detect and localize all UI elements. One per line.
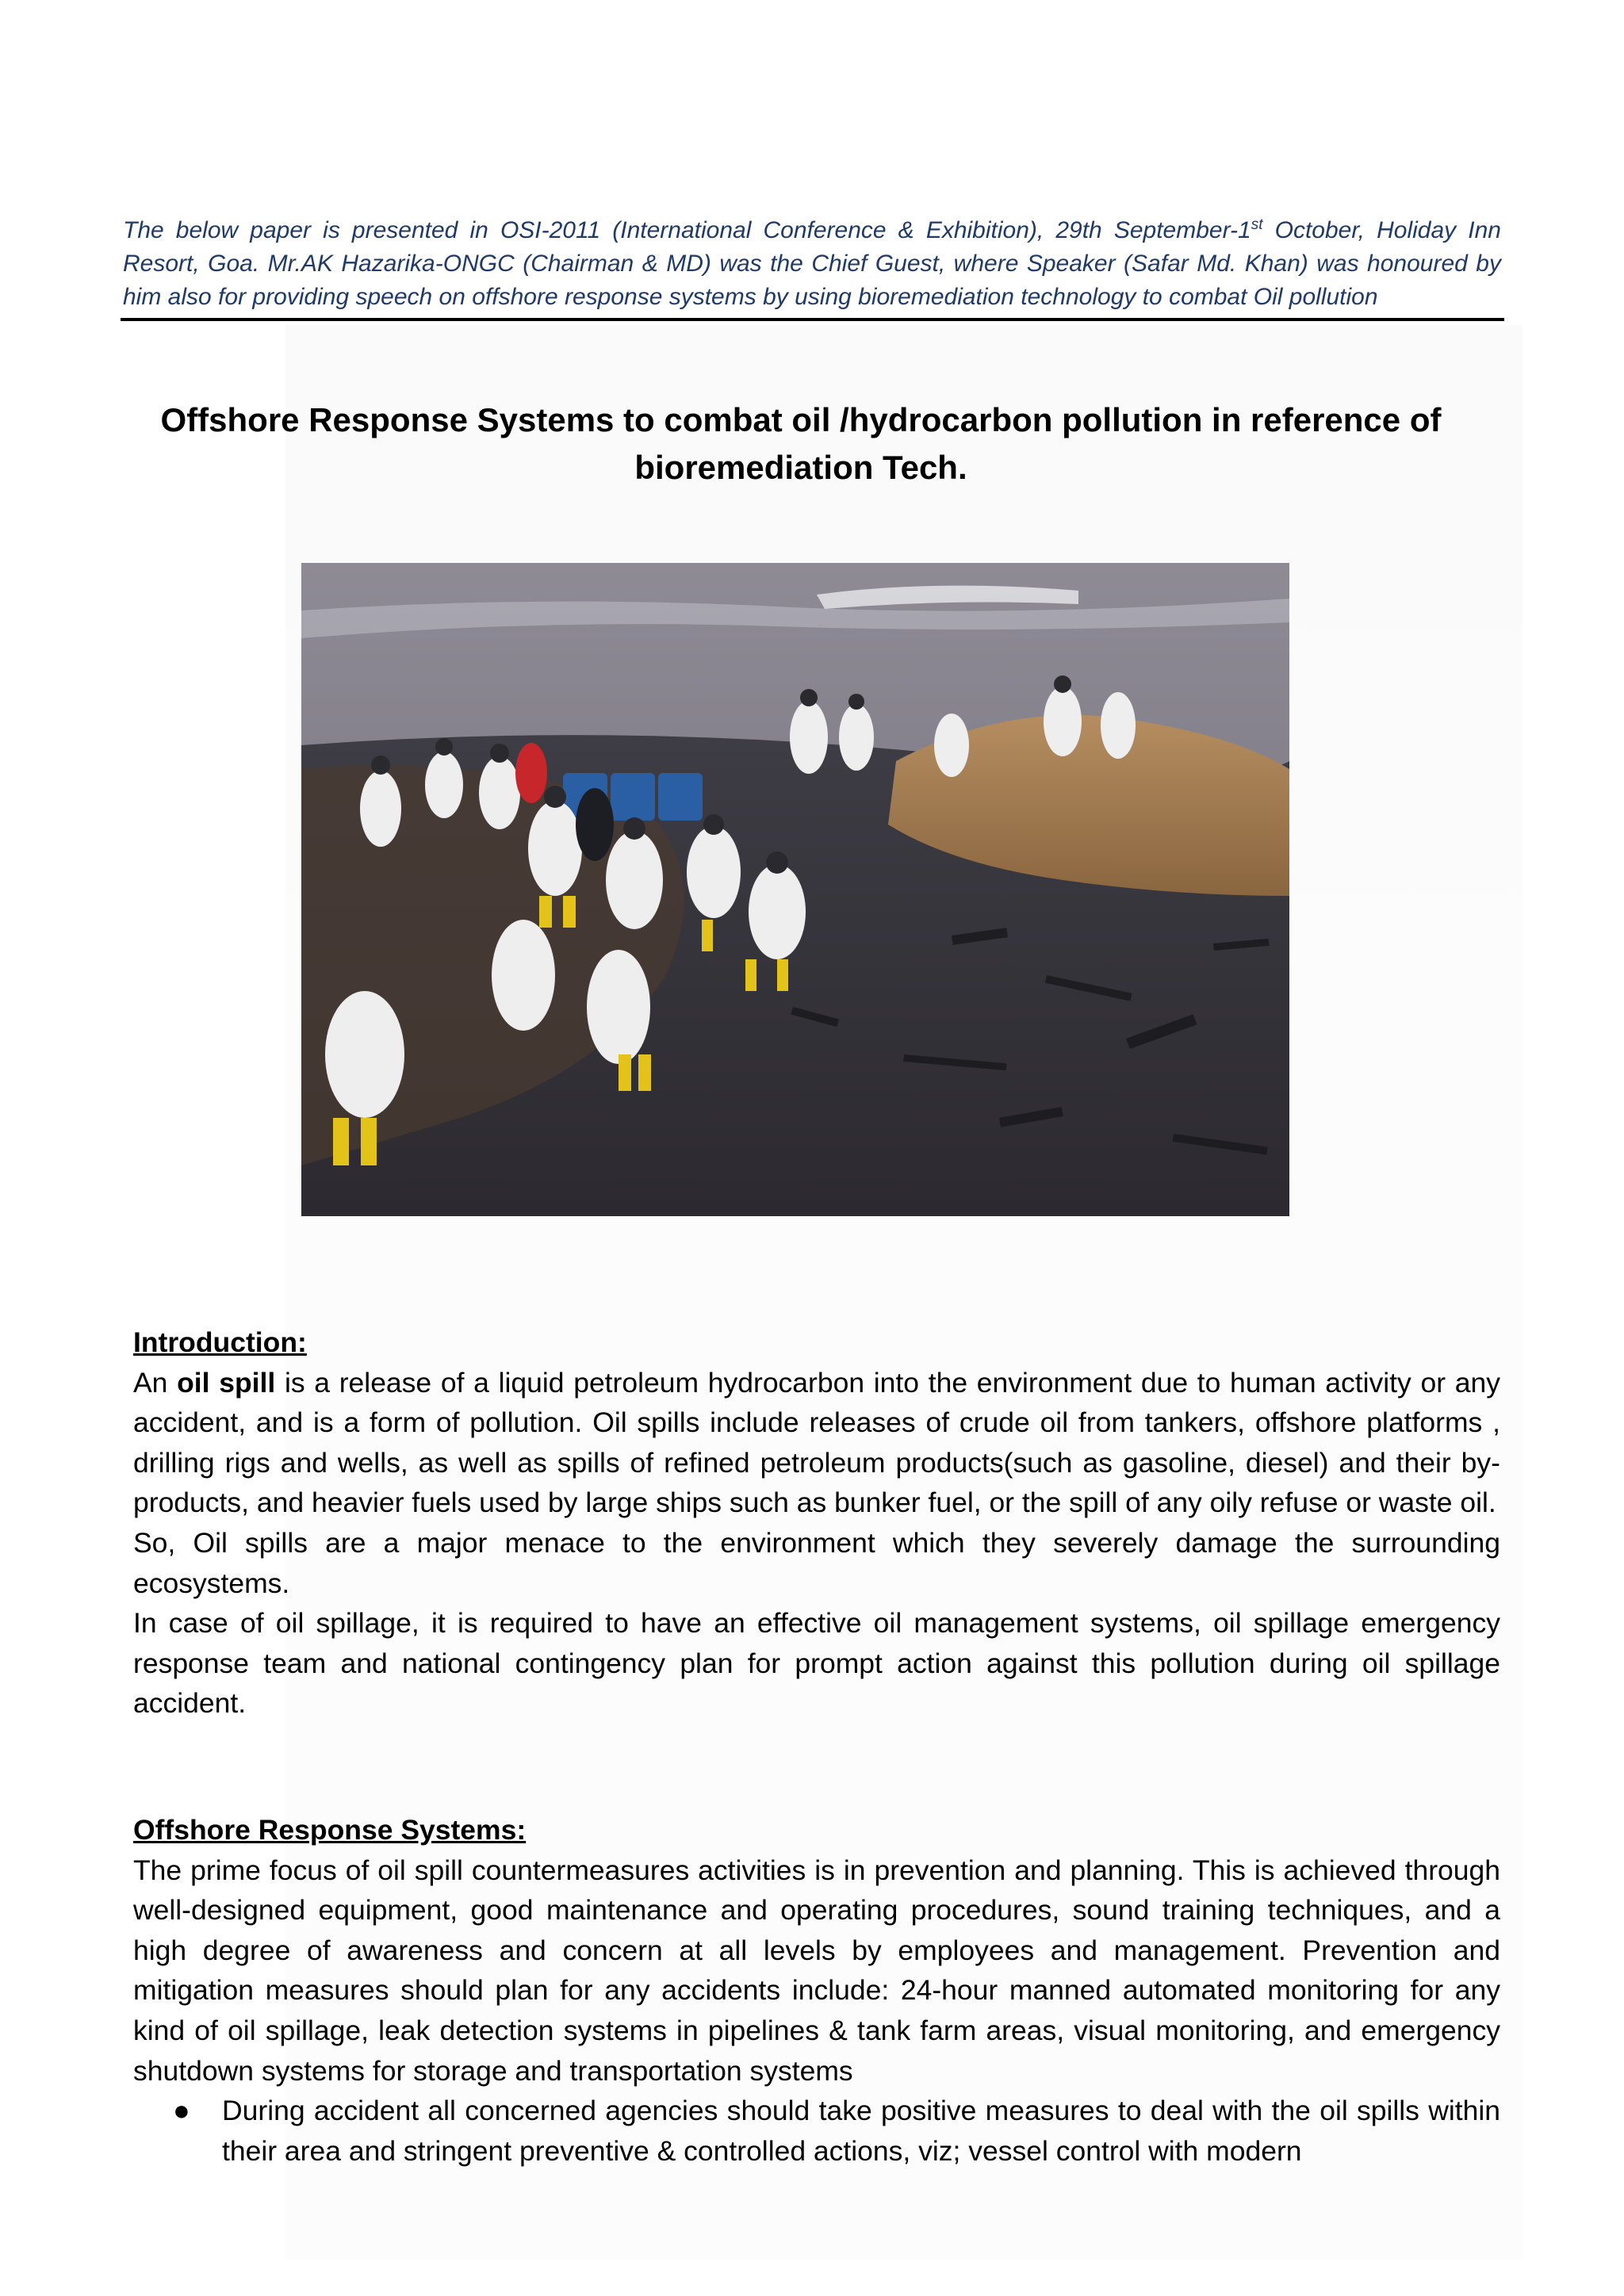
document-title bbox=[119, 396, 1483, 492]
conference-note-superscript: st bbox=[1251, 216, 1263, 233]
conference-note-text-2: October, Holiday Inn Resort, Goa. Mr.AK Hazarika-ONGC (Chairman & MD) was the Chief Guest, where Speaker (Safar Md. Khan) was honoured by him also for providing speech on offshore response systems by using bioremediation technology to combat Oil pollution bbox=[123, 217, 1501, 310]
list-item bbox=[133, 2091, 1500, 2171]
conference-note bbox=[123, 214, 1501, 314]
introduction-paragraph-2: So, Oil spills are a major menace to the environment which they severely damage the surrounding ecosystems. bbox=[133, 1526, 1500, 1599]
offshore-paragraph-1: The prime focus of oil spill countermeasures activities is in prevention and planning. This is achieved through well-designed equipment, good maintenance and operating procedures, sound training techniques, and a high degree of awareness and concern at all levels by employees and management. Prevention and mitigation measures should plan for any accidents include: 24-hour manned automated monitoring for any kind of oil spillage, leak detection systems in pipelines & tank farm areas, visual monitoring, and emergency shutdown systems for storage and transportation systems bbox=[133, 1854, 1500, 2087]
oil-spill-term: oil spill bbox=[177, 1366, 276, 1399]
oil-spill-cleanup-photo bbox=[301, 563, 1289, 1216]
document-title-line-2: bioremediation Tech. bbox=[634, 449, 967, 486]
list-item-text: During accident all concerned agencies should take positive measures to deal with the oil spills within their area and stringent preventive & controlled actions, viz; vessel control with modern bbox=[222, 2095, 1500, 2167]
conference-note-text-1: The below paper is presented in OSI-2011 (International Conference & Exhibition), 29th September-1 bbox=[123, 217, 1251, 243]
introduction-paragraph-1 bbox=[133, 1363, 1500, 1523]
photo-illustration bbox=[301, 563, 1289, 1216]
bullet-icon: ● bbox=[173, 2094, 190, 2127]
header-divider bbox=[121, 318, 1504, 321]
document-title-line-1: Offshore Response Systems to combat oil /hydrocarbon pollution in reference of bbox=[160, 401, 1442, 438]
introduction-heading: Introduction: bbox=[133, 1326, 307, 1358]
introduction-section bbox=[133, 1322, 1500, 1724]
introduction-p1-post: is a release of a liquid petroleum hydrocarbon into the environment due to human activity or any accident, and is a form of pollution. Oil spills include releases of crude oil from tankers, offshore platforms , drilling rigs and wells, as well as spills of refined petroleum products(such as gasoline, diesel) and their by-products, and heavier fuels used by large ships such as bunker fuel, or the spill of any oily refuse or waste oil. bbox=[133, 1366, 1500, 1519]
introduction-p1-pre: An bbox=[133, 1366, 178, 1399]
introduction-paragraph-3: In case of oil spillage, it is required to have an effective oil management systems, oil spillage emergency response team and national contingency plan for prompt action against this pollution during oil spillage accident. bbox=[133, 1607, 1500, 1720]
offshore-section bbox=[133, 1810, 1500, 2171]
offshore-heading: Offshore Response Systems: bbox=[133, 1814, 527, 1846]
offshore-bullet-list bbox=[133, 2091, 1500, 2171]
